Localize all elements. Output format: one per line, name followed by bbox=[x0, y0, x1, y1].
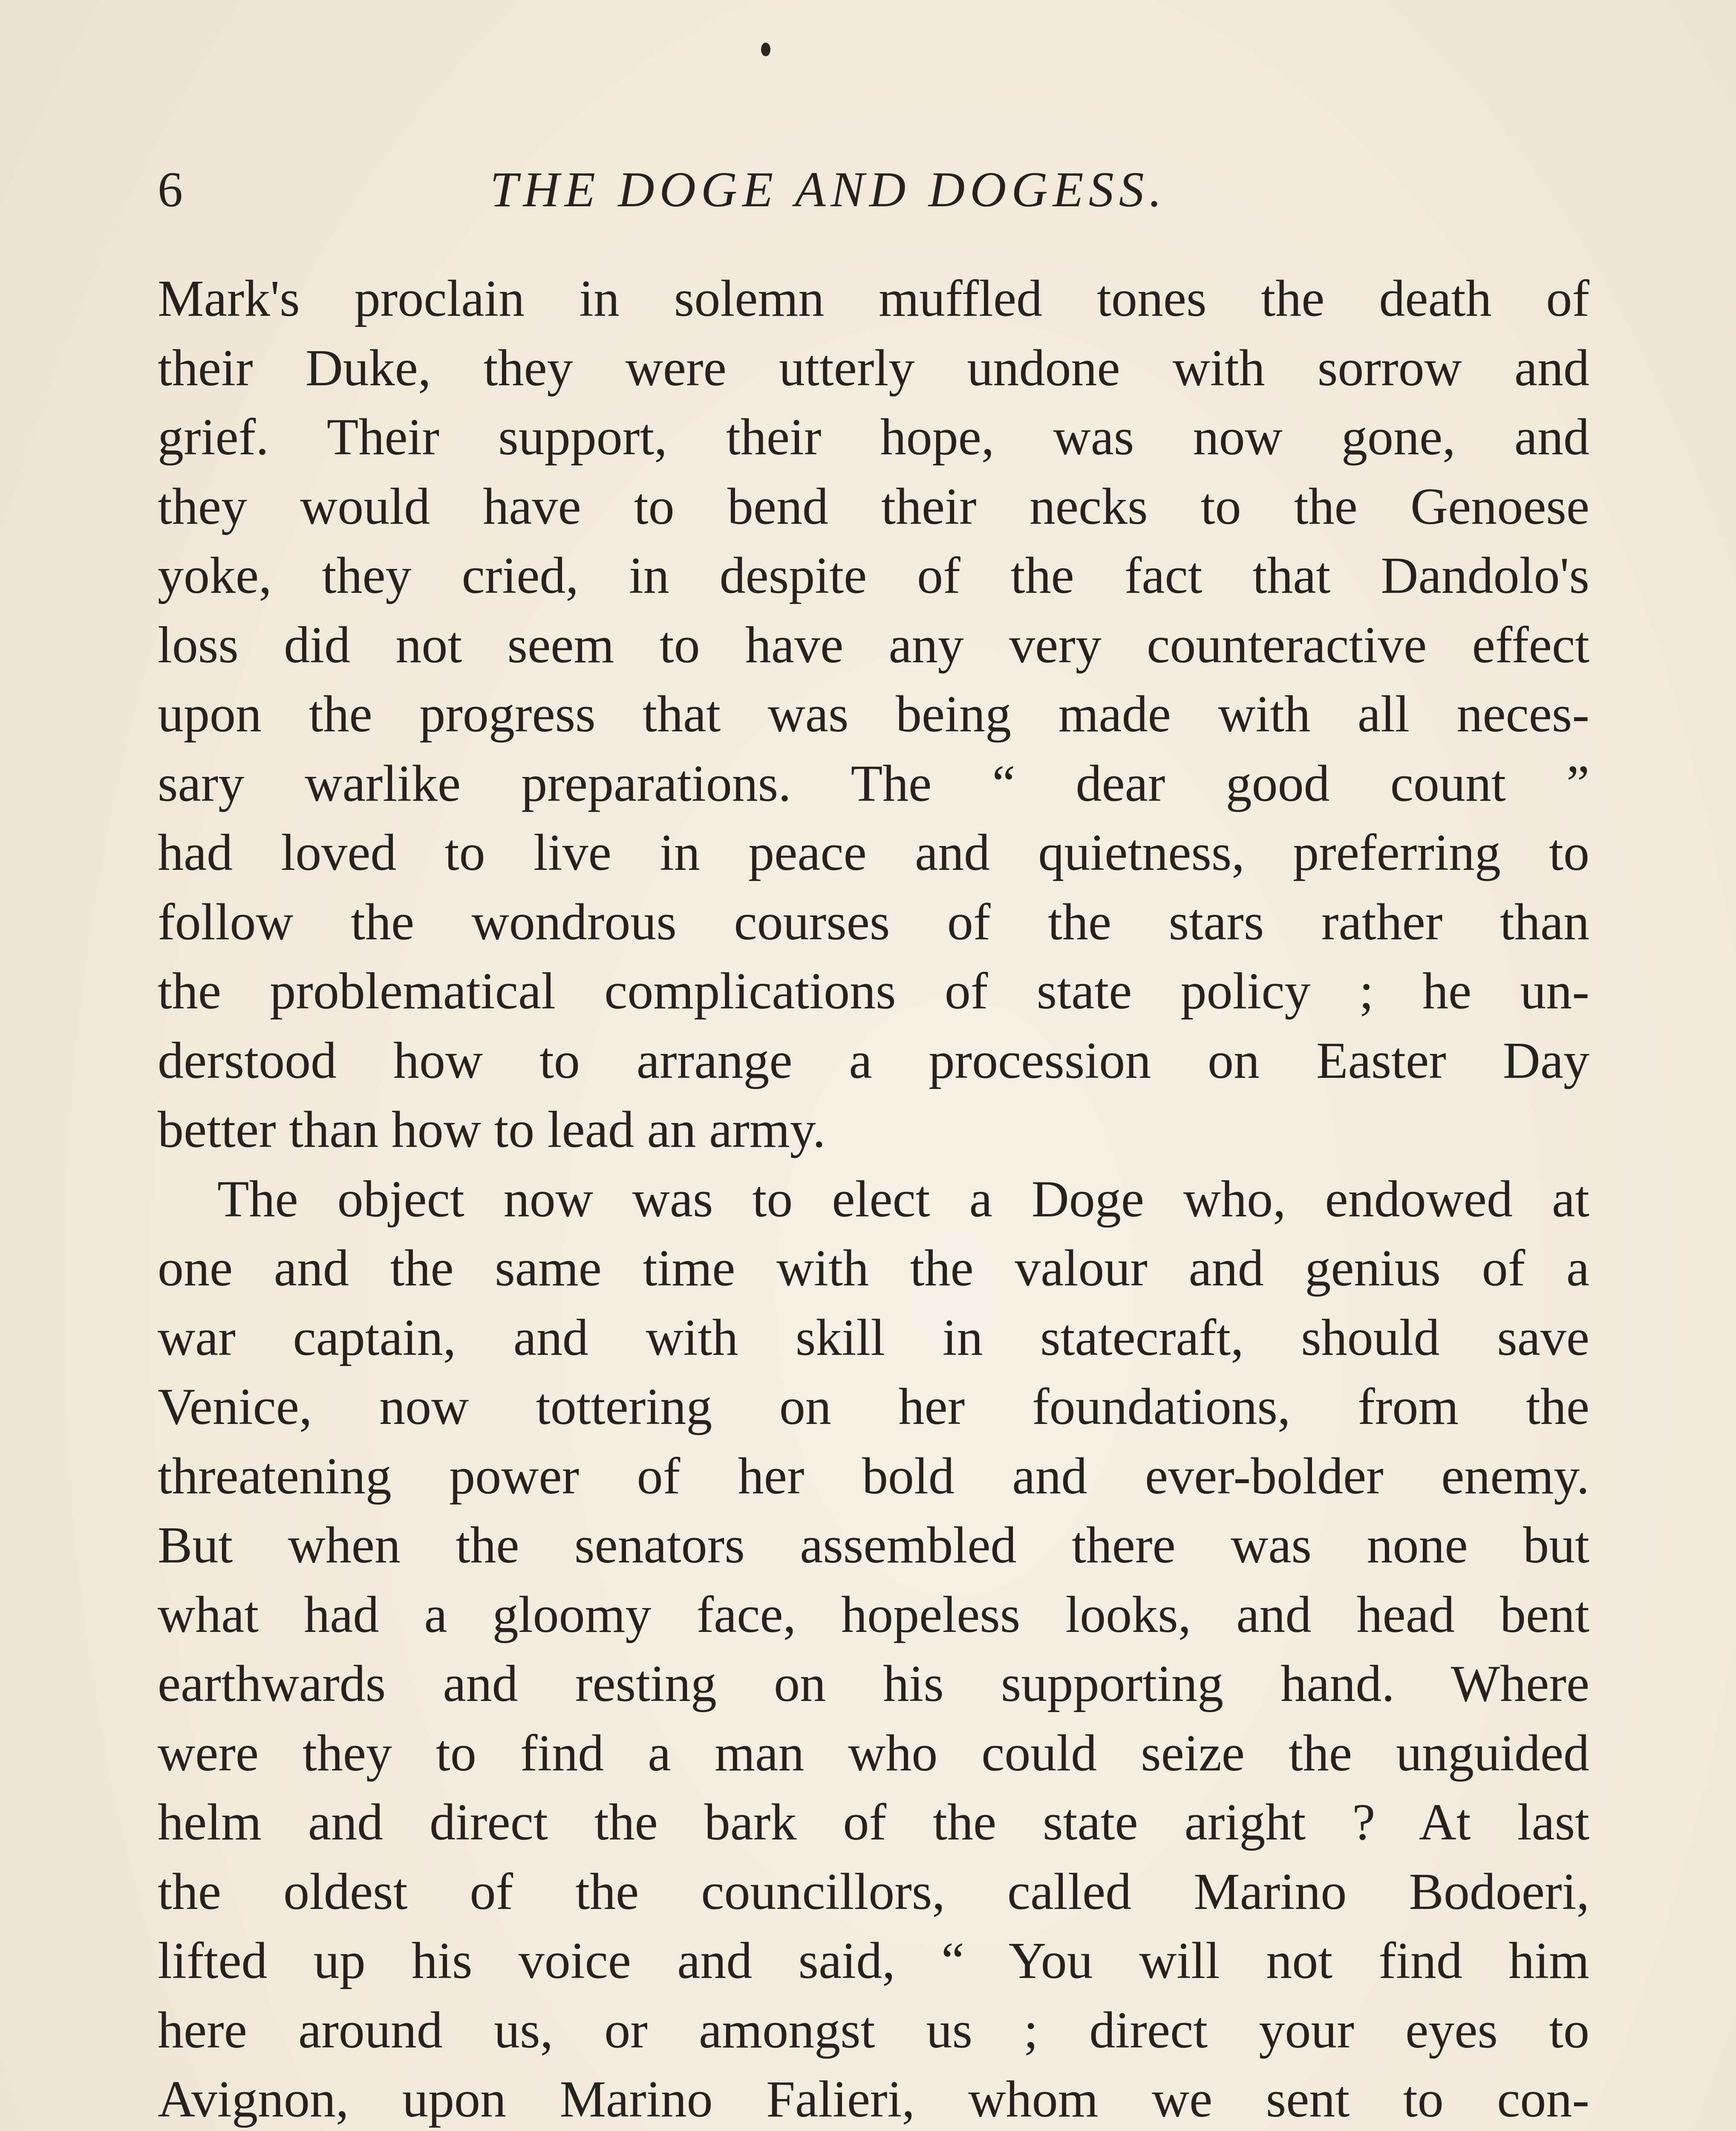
text-line: were they to find a man who could seize the unguided bbox=[158, 1724, 1589, 1782]
text-line: better than how to lead an army. bbox=[158, 1101, 826, 1158]
text-line: their Duke, they were utterly undone with sorrow and bbox=[158, 339, 1589, 397]
text-line: grief. Their support, their hope, was now gone, and bbox=[158, 408, 1589, 466]
text-line: follow the wondrous courses of the stars rather than bbox=[158, 893, 1589, 951]
text-line: war captain, and with skill in statecraft, should save bbox=[158, 1308, 1589, 1366]
text-line: The object now was to elect a Doge who, endowed at bbox=[217, 1170, 1589, 1228]
page-number: 6 bbox=[158, 162, 183, 217]
body-text bbox=[158, 264, 1589, 2131]
text-line: helm and direct the bark of the state aright ? At last bbox=[158, 1793, 1589, 1851]
text-line: had loved to live in peace and quietness, preferring to bbox=[158, 824, 1589, 881]
text-line: Avignon, upon Marino Falieri, whom we sent to con- bbox=[158, 2070, 1589, 2128]
text-line: derstood how to arrange a procession on Easter Day bbox=[158, 1031, 1589, 1089]
text-line: here around us, or amongst us ; direct your eyes to bbox=[158, 2001, 1589, 2059]
ink-speck bbox=[761, 43, 770, 56]
text-line: sary warlike preparations. The “ dear good count ” bbox=[158, 754, 1589, 812]
text-line: what had a gloomy face, hopeless looks, and head bent bbox=[158, 1585, 1589, 1643]
text-line: threatening power of her bold and ever-bolder enemy. bbox=[158, 1447, 1589, 1505]
text-line: they would have to bend their necks to the Genoese bbox=[158, 477, 1589, 535]
text-line: the oldest of the councillors, called Marino Bodoeri, bbox=[158, 1862, 1589, 1920]
page-header bbox=[158, 156, 1589, 224]
text-line: the problematical complications of state policy ; he un- bbox=[158, 962, 1589, 1020]
text-line: But when the senators assembled there was none but bbox=[158, 1516, 1589, 1574]
text-line: Venice, now tottering on her foundations, from the bbox=[158, 1378, 1589, 1435]
text-line: Mark's proclain in solemn muffled tones the death of bbox=[158, 270, 1589, 327]
running-head: THE DOGE AND DOGESS. bbox=[490, 162, 1167, 217]
text-line: yoke, they cried, in despite of the fact that Dandolo's bbox=[158, 547, 1589, 604]
text-line: loss did not seem to have any very counteractive effect bbox=[158, 616, 1589, 674]
text-line: earthwards and resting on his supporting hand. Where bbox=[158, 1655, 1589, 1712]
text-line: lifted up his voice and said, “ You will not find him bbox=[158, 1932, 1589, 1990]
text-line: one and the same time with the valour and genius of a bbox=[158, 1239, 1589, 1297]
text-line: upon the progress that was being made with all neces- bbox=[158, 685, 1589, 743]
